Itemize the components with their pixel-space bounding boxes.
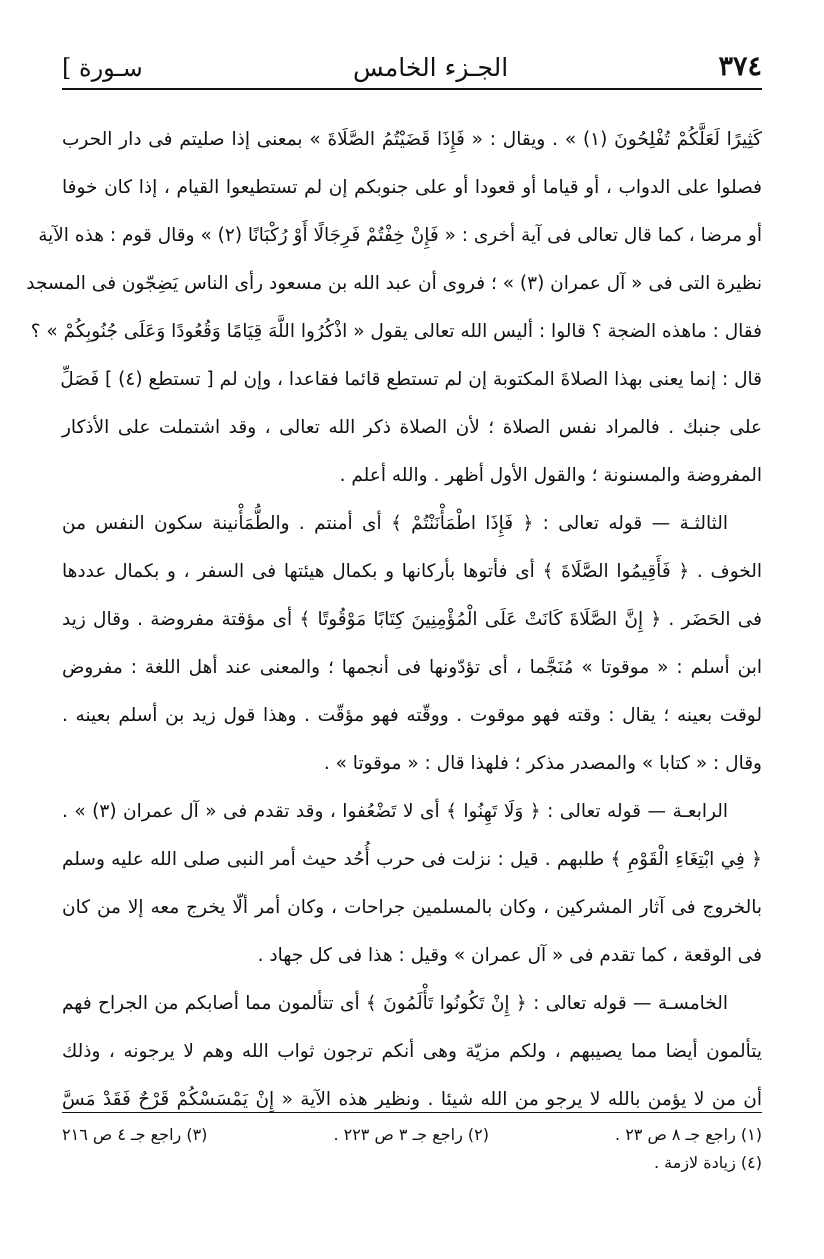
footnote-4: (٤) زيادة لازمة . bbox=[654, 1153, 762, 1172]
text-line: كَثِيرًا لَعَلَّكُمْ تُفْلِحُونَ (١) » . ويقال : « فَإِذَا قَضَيْتُمُ الصَّلَاةَ » بمعنى إذا صليتم فى دار الحرب bbox=[62, 129, 762, 150]
running-title: الجـزء الخامس bbox=[353, 53, 509, 82]
text-line: الخوف . ﴿ فَأَقِيمُوا الصَّلَاةَ ﴾ أى فأتوها بأركانها و بكمال هيئتها فى السفر ، و بكمال عددها bbox=[62, 561, 762, 582]
text-line: أو مرضا ، كما قال تعالى فى آية أخرى : « فَإِنْ خِفْتُمْ فَرِجَالًا أَوْ رُكْبَانًا (٢) » وقال قوم : هذه الآية bbox=[38, 225, 762, 246]
footnote-row bbox=[62, 1121, 762, 1149]
text-line: قال : إنما يعنى بهذا الصلاةَ المكتوبة إن لم تستطع قائما فقاعدا ، وإن لم [ تستطع (٤) ] فَصَلِّ bbox=[60, 369, 762, 390]
text-line: أن من لا يؤمن بالله لا يرجو من الله شيئا . ونظير هذه الآية « إِنْ يَمْسَسْكُمْ قَرْحٌ فَقَدْ مَسَّ bbox=[62, 1089, 762, 1110]
text-line: ابن أسلم : « موقوتا » مُنَجَّما ، أى تؤدّونها فى أنجمها ؛ والمعنى عند أهل اللغة : مفروض bbox=[62, 657, 762, 678]
footnote-2: (٢) راجع جـ ٣ ص ٢٢٣ . bbox=[333, 1125, 489, 1144]
page-header bbox=[62, 34, 762, 90]
footnote-3: (٣) راجع جـ ٤ ص ٢١٦ bbox=[62, 1125, 208, 1144]
text-line: وقال : « كتابا » والمصدر مذكر ؛ فلهذا قال : « موقوتا » . bbox=[323, 753, 762, 774]
text-line: لوقت بعينه ؛ يقال : وقته فهو موقوت . ووقّته فهو مؤقّت . وهذا قول زيد بن أسلم بعينه . bbox=[62, 705, 762, 726]
page-number: ٣٧٤ bbox=[718, 51, 762, 82]
text-line: فى الوقعة ، كما تقدم فى « آل عمران » وقيل : هذا فى كل جهاد . bbox=[257, 945, 762, 966]
footnote-row bbox=[62, 1149, 762, 1177]
text-line: الخامسـة — قوله تعالى : ﴿ إِنْ تَكُونُوا تَأْلَمُونَ ﴾ أى تتألمون مما أصابكم من الجراح فهم bbox=[62, 993, 728, 1014]
section-label: سـورة ] bbox=[62, 54, 143, 82]
text-line: فصلوا على الدواب ، أو قياما أو قعودا أو على جنوبكم إن لم تستطيعوا القيام ، إذا كان خوفا bbox=[62, 177, 762, 198]
text-line: بالخروج فى آثار المشركين ، وكان بالمسلمين جراحات ، وكان أمر ألّا يخرج معه إلا من كان bbox=[62, 897, 762, 918]
footnotes bbox=[62, 1112, 762, 1177]
footnote-1: (١) راجع جـ ٨ ص ٢٣ . bbox=[615, 1125, 762, 1144]
text-line: فى الحَضَر . ﴿ إِنَّ الصَّلَاةَ كَانَتْ عَلَى الْمُؤْمِنِينَ كِتَابًا مَوْقُوتًا ﴾ أى مؤقتة مفروضة . وقال زيد bbox=[62, 609, 762, 630]
text-line: الرابعـة — قوله تعالى : ﴿ وَلَا تَهِنُوا ﴾ أى لا تَضْعُفوا ، وقد تقدم فى « آل عمران (٣) » . bbox=[62, 801, 728, 822]
text-line: ﴿ فِي ابْتِغَاءِ الْقَوْمِ ﴾ طلبهم . قيل : نزلت فى حرب أُحُد حيث أمر النبى صلى الله عليه وسلم bbox=[62, 849, 762, 870]
body-text bbox=[26, 116, 762, 1124]
text-line: على جنبك . فالمراد نفس الصلاة ؛ لأن الصلاة ذكر الله تعالى ، وقد اشتملت على الأذكار bbox=[62, 417, 762, 438]
text-line: الثالثـة — قوله تعالى : ﴿ فَإِذَا اطْمَأْنَنْتُمْ ﴾ أى أمنتم . والطُّمَأْنينة سكون النفس من bbox=[62, 513, 728, 534]
text-line: يتألمون أيضا مما يصيبهم ، ولكم مزيّة وهى أنكم ترجون ثواب الله وهم لا يرجونه ، وذلك bbox=[62, 1041, 762, 1062]
text-line: فقال : ماهذه الضجة ؟ قالوا : أليس الله تعالى يقول « اذْكُرُوا اللَّهَ قِيَامًا وَقُعُودًا وَعَلَى جُنُوبِكُمْ » ؟ bbox=[30, 321, 762, 342]
text-line: المفروضة والمسنونة ؛ والقول الأول أظهر . والله أعلم . bbox=[339, 465, 762, 486]
text-line: نظيرة التى فى « آل عمران (٣) » ؛ فروى أن عبد الله بن مسعود رأى الناس يَضِجّون فى المسجد bbox=[26, 273, 762, 294]
